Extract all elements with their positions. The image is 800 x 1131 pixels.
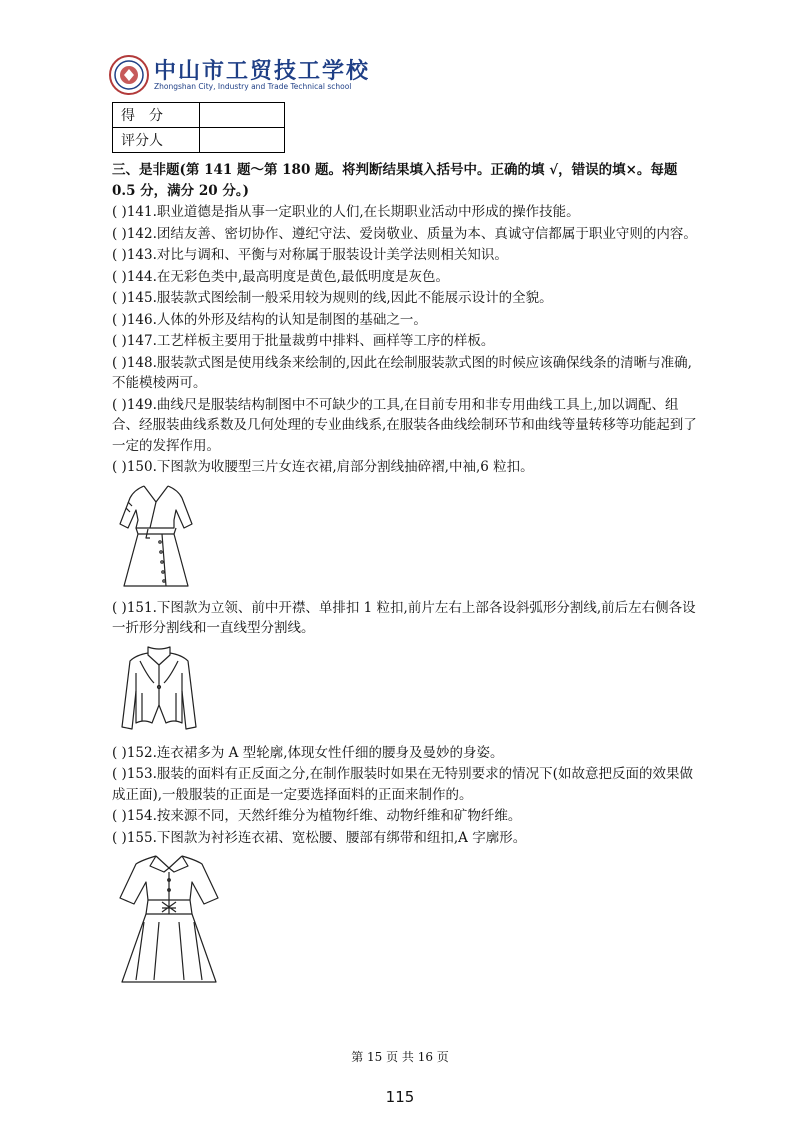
page-number: 115 [385, 1088, 415, 1106]
question-150: ( )150.下图款为收腰型三片女连衣裙,肩部分割线抽碎褶,中袖,6 粒扣。 [112, 459, 534, 475]
question-147: ( )147.工艺样板主要用于批量裁剪中排料、画样等工序的样板。 [112, 333, 495, 349]
question-148: ( )148.服装款式图是使用线条来绘制的,因此在绘制服装款式图的时候应该确保线条的清晰与准确,不能模棱两可。 [112, 354, 692, 391]
question-section [112, 160, 697, 998]
grader-value-cell[interactable] [200, 128, 285, 153]
question-149: ( )149.曲线尺是服装结构制图中不可缺少的工具,在目前专用和非专用曲线工具上,加以调配、组合、经服装曲线系数及几何处理的专业曲线系,在服装各曲线绘制环节和曲线等量转移等功能起到了一定的发挥作用。 [112, 396, 697, 454]
question-152: ( )152.连衣裙多为 A 型轮廓,体现女性仟细的腰身及曼妙的身姿。 [112, 744, 504, 761]
question-146: ( )146.人体的外形及结构的认知是制图的基础之一。 [112, 311, 427, 328]
grader-label: 评分人 [113, 128, 200, 153]
question-143: ( )143.对比与调和、平衡与对称属于服装设计美学法则相关知识。 [112, 247, 508, 263]
question-142: ( )142.团结友善、密切协作、遵纪守法、爱岗敬业、质量为本、真诚守信都属于职业守则的内容。 [112, 225, 697, 242]
school-name-en: Zhongshan City, Industry and Trade Technical school [154, 82, 352, 91]
question-145: ( )145.服装款式图绘制一般采用较为规则的线,因此不能展示设计的全貌。 [112, 290, 553, 306]
school-seal-icon [108, 54, 150, 96]
question-151: ( )151.下图款为立领、前中开襟、单排扣 1 粒扣,前片左右上部各设斜弧形分割线,前后左右侧各设一折形分割线和一直线型分割线。 [112, 599, 696, 636]
question-144: ( )144.在无彩色类中,最高明度是黄色,最低明度是灰色。 [112, 268, 449, 285]
page-info: 第 15 页 共 16 页 [351, 1050, 449, 1064]
question-155: ( )155.下图款为衬衫连衣裙、宽松腰、腰部有绑带和纽扣,A 字廓形。 [112, 829, 527, 846]
score-table [112, 102, 285, 153]
question-141: ( )141.职业道德是指从事一定职业的人们,在长期职业活动中形成的操作技能。 [112, 204, 580, 220]
question-153: ( )153.服装的面料有正反面之分,在制作服装时如果在无特别要求的情况下(如故意把反面的效果做成正面),一般服装的正面是一定要选择面料的正面来制作的。 [112, 766, 693, 803]
section-heading: 三、是非题(第 141 题～第 180 题。将判断结果填入括号中。正确的填 √，错误的填×。每题 0.5 分，满分 20 分。) [112, 162, 678, 199]
shirt-dress-sketch-icon [114, 852, 224, 990]
question-154: ( )154.按来源不同，天然纤维分为植物纤维、动物纤维和矿物纤维。 [112, 808, 522, 824]
wrap-dress-sketch-icon [114, 482, 198, 590]
score-value-cell[interactable] [200, 103, 285, 128]
stand-collar-jacket-sketch-icon [114, 643, 204, 735]
score-label: 得 分 [113, 103, 200, 128]
school-name-cn: 中山市工贸技工学校 [154, 59, 371, 84]
school-logo [108, 52, 371, 96]
